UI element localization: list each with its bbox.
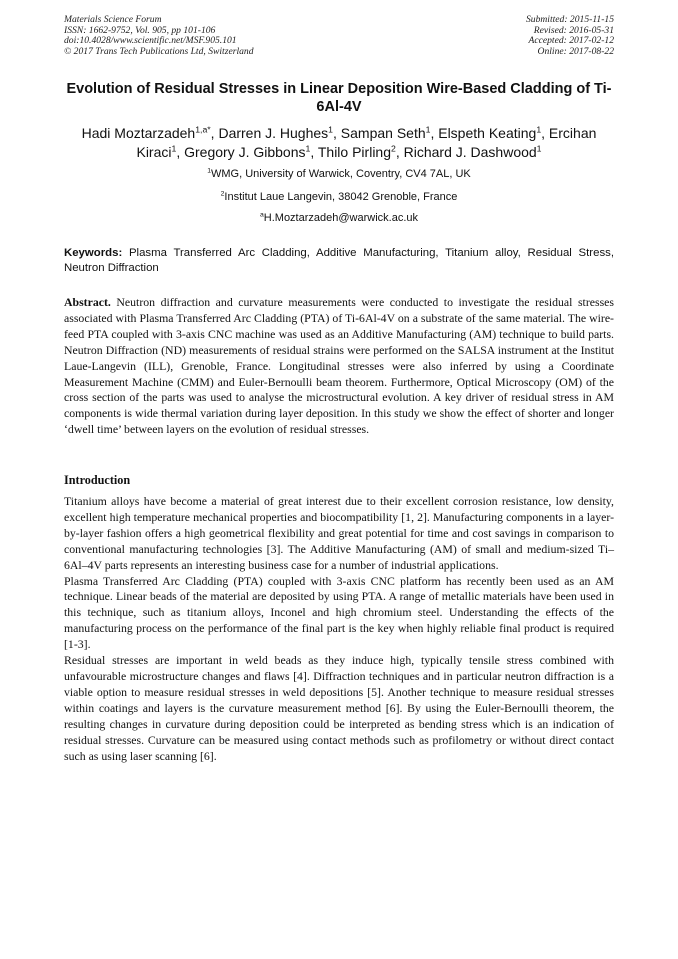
keywords bbox=[64, 246, 614, 275]
keywords-text: Plasma Transferred Arc Cladding, Additive Manufacturing, Titanium alloy, Residual Stress, Neutron Diffraction bbox=[64, 247, 614, 274]
journal-name: Materials Science Forum bbox=[64, 14, 162, 25]
keywords-label: Keywords: bbox=[64, 247, 123, 259]
publication-dates bbox=[526, 15, 614, 57]
corresponding-email: $^a$H.Moztarzadeh@warwick.ac.uk bbox=[259, 211, 418, 224]
affiliation-2: $^2$Institut Laue Langevin, 38042 Grenoble, France bbox=[220, 190, 458, 203]
author: Thilo Pirling$^2$ bbox=[317, 143, 396, 160]
introduction-body bbox=[64, 494, 614, 764]
paragraph: Residual stresses are important in weld beads as they induce high, typically tensile stress combined with unfavourable microstructure changes and flaws [4]. Diffraction techniques and in particular neutron diffraction is a viable option to measure residual stresses in weld depositions [5]. Another technique to measure residual stresses within coatings and layers is the curvature measurement method [6]. By using the Euler-Bernoulli theorem, the resulting changes in curvature during deposition could be interpreted as bending stress which is an indication of residual stresses. Curvature can be measured using contact methods such as profilometry or without direct contact such as using laser scanning [6]. bbox=[64, 653, 614, 763]
affiliation-1: $^1$WMG, University of Warwick, Coventry, CV4 7AL, UK bbox=[207, 167, 471, 180]
author: Hadi Moztarzadeh$^{1,a*}$ bbox=[81, 124, 211, 141]
author: Richard J. Dashwood$^1$ bbox=[403, 143, 542, 160]
section-heading-introduction: Introduction bbox=[64, 473, 131, 487]
abstract bbox=[64, 295, 614, 438]
submitted-date: Submitted: 2015-11-15 bbox=[525, 14, 614, 25]
author: Elspeth Keating$^1$ bbox=[438, 124, 542, 141]
author: Sampan Seth$^1$ bbox=[340, 124, 431, 141]
abstract-label: Abstract. bbox=[64, 295, 111, 309]
online-date: Online: 2017-08-22 bbox=[537, 45, 614, 57]
paper-title: Evolution of Residual Stresses in Linear Deposition Wire-Based Cladding of Ti-6Al-4V bbox=[66, 81, 612, 115]
accepted-date: Accepted: 2017-02-12 bbox=[528, 35, 614, 47]
revised-date: Revised: 2016-05-31 bbox=[533, 24, 614, 36]
paragraph: Titanium alloys have become a material of great interest due to their excellent corrosion resistance, low density, excellent high temperature mechanical properties and biocompatibility [1, 2]. Manufacturing components in a layer-by-layer fashion offers a high geometrical flexibility and great potential for time and cost savings in comparison to conventional manufacturing technologies [3]. The Additive Manufacturing (AM) of small and medium-sized Ti–6Al–4V parts represents an interesting business case for a number of industrial applications. bbox=[64, 494, 614, 572]
author: Ercihan Kiraci$^1$ bbox=[136, 125, 597, 160]
author-list: Hadi Moztarzadeh$^{1,a*}$, Darren J. Hughes$^1$, Sampan Seth$^1$, Elspeth Keating$^1$, Ercihan Kiraci$^1$, Gregory J. Gibbons$^1$, Thilo Pirling$^2$, Richard J. Dashwood$^1$ bbox=[81, 124, 597, 160]
copyright-line: © 2017 Trans Tech Publications Ltd, Switzerland bbox=[64, 45, 254, 57]
issn-line: ISSN: 1662-9752, Vol. 905, pp 101-106 bbox=[64, 24, 216, 36]
author: Gregory J. Gibbons$^1$ bbox=[184, 143, 311, 160]
abstract-text: Neutron diffraction and curvature measurements were conducted to investigate the residual stresses associated with Plasma Transferred Arc Cladding (PTA) of Ti-6Al-4V on a substrate of the same material. The wire-feed PTA coupled with 3-axis CNC machine was used as an Additive Manufacturing (AM) technique to build parts. Neutron Diffraction (ND) measurements of residual strains were performed on the SALSA instrument at the Institut Laue-Langevin (ILL), Grenoble, France. Longitudinal stresses were also inferred by using a Coordinate Measurement Machine (CMM) and Euler-Bernoulli beam theorem. Furthermore, Optical Microscopy (OM) of the cross section of the parts was used to analyse the microstructural evolution. A key driver of residual stress in AM components is wide thermal variation during layer deposition. In this study we show the effect of shorter and longer ‘dwell time’ between layers on the evolution of residual stresses. bbox=[64, 295, 614, 437]
doi-line: doi:10.4028/www.scientific.net/MSF.905.101 bbox=[64, 35, 237, 47]
author: Darren J. Hughes$^1$ bbox=[218, 124, 333, 141]
paragraph: Plasma Transferred Arc Cladding (PTA) coupled with 3-axis CNC platform has recently been used as an AM technique. Linear beads of the material are deposited by using PTA. A range of metallic materials have been used in this technique, such as titanium alloys, Inconel and high chromium steel. Understanding the effects of the manufacturing process on the performance of the final part is the key when highly reliable final product is required [1-3]. bbox=[64, 573, 614, 652]
journal-info bbox=[64, 15, 254, 57]
